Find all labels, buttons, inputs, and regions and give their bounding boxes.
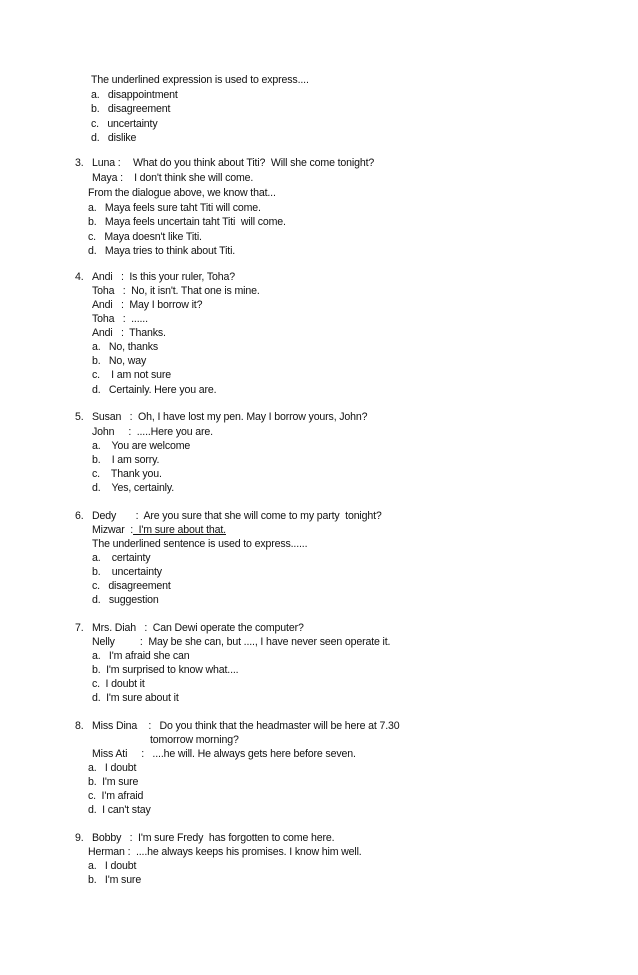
q6-option-c: c. disagreement <box>92 580 171 592</box>
q6-speaker-2: Mizwar : <box>92 524 134 536</box>
q4-line-3: Andi : May I borrow it? <box>92 299 203 311</box>
q4-option-a: a. No, thanks <box>92 341 159 353</box>
q8-number: 8. <box>75 720 84 732</box>
q6-underlined-sentence: I'm sure about that. <box>133 524 226 536</box>
q4-line-4: Toha : ...... <box>92 313 148 325</box>
q3-line-1: What do you think about Titi? Will she come tonight? <box>133 157 375 169</box>
q9-option-b: b. I'm sure <box>88 874 142 886</box>
q5-option-d: d. Yes, certainly. <box>92 482 175 494</box>
intro-option-b: b. disagreement <box>91 103 171 115</box>
q4-number: 4. <box>75 271 84 283</box>
q4-line-1: Andi : Is this your ruler, Toha? <box>92 271 235 283</box>
q7-option-a: a. I'm afraid she can <box>92 650 190 662</box>
q3-stem: From the dialogue above, we know that... <box>88 187 276 199</box>
q3-option-a: a. Maya feels sure taht Titi will come. <box>88 202 261 214</box>
q8-option-b: b. I'm sure <box>88 776 139 788</box>
q4-line-5: Andi : Thanks. <box>92 327 166 339</box>
q8-option-a: a. I doubt <box>88 762 137 774</box>
q3-option-d: d. Maya tries to think about Titi. <box>88 245 236 257</box>
q9-number: 9. <box>75 832 84 844</box>
q7-option-b: b. I'm surprised to know what.... <box>92 664 239 676</box>
q3-option-c: c. Maya doesn't like Titi. <box>88 231 202 243</box>
q3-number: 3. <box>75 157 84 169</box>
q5-line-2: John : .....Here you are. <box>92 426 213 438</box>
q8-option-d: d. I can't stay <box>88 804 151 816</box>
q3-option-b: b. Maya feels uncertain taht Titi will come. <box>88 216 286 228</box>
q7-number: 7. <box>75 622 84 634</box>
q5-line-1: Susan : Oh, I have lost my pen. May I borrow yours, John? <box>92 411 368 423</box>
q7-line-2: Nelly : May be she can, but ...., I have never seen operate it. <box>92 636 391 648</box>
q6-line-2 <box>92 524 226 537</box>
q7-option-d: d. I'm sure about it <box>92 692 179 704</box>
q4-option-d: d. Certainly. Here you are. <box>92 384 217 396</box>
q8-line-1: Miss Dina : Do you think that the headmaster will be here at 7.30 <box>92 720 400 732</box>
q6-option-b: b. uncertainty <box>92 566 162 578</box>
q9-line-1: Bobby : I'm sure Fredy has forgotten to come here. <box>92 832 335 844</box>
q3-speaker-1: Luna : <box>92 157 121 169</box>
q6-line-1: Dedy : Are you sure that she will come to my party tonight? <box>92 510 382 522</box>
q6-option-d: d. suggestion <box>92 594 159 606</box>
q5-option-b: b. I am sorry. <box>92 454 160 466</box>
intro-option-c: c. uncertainty <box>91 118 158 130</box>
q4-option-c: c. I am not sure <box>92 369 171 381</box>
q4-line-2: Toha : No, it isn't. That one is mine. <box>92 285 260 297</box>
q6-number: 6. <box>75 510 84 522</box>
q7-option-c: c. I doubt it <box>92 678 145 690</box>
q8-option-c: c. I'm afraid <box>88 790 144 802</box>
intro-option-a: a. disappointment <box>91 89 178 101</box>
q7-line-1: Mrs. Diah : Can Dewi operate the computer? <box>92 622 304 634</box>
q8-line-1-continued: tomorrow morning? <box>150 734 239 746</box>
q4-option-b: b. No, way <box>92 355 147 367</box>
q8-line-2: Miss Ati : ....he will. He always gets here before seven. <box>92 748 356 760</box>
q6-option-a: a. certainty <box>92 552 151 564</box>
q5-option-a: a. You are welcome <box>92 440 191 452</box>
q6-stem: The underlined sentence is used to express...... <box>92 538 308 550</box>
intro-option-d: d. dislike <box>91 132 137 144</box>
intro-stem: The underlined expression is used to express.... <box>91 74 309 86</box>
q9-option-a: a. I doubt <box>88 860 137 872</box>
q5-option-c: c. Thank you. <box>92 468 162 480</box>
q9-line-2: Herman : ....he always keeps his promises. I know him well. <box>88 846 362 858</box>
q3-line-2: Maya : I don't think she will come. <box>92 172 254 184</box>
q5-number: 5. <box>75 411 84 423</box>
